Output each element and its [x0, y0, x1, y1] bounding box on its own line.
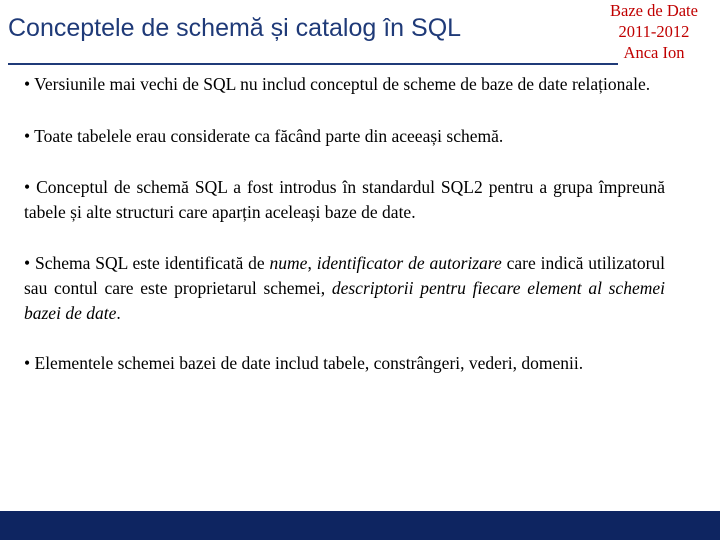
paragraph-text: care indică utilizatorul sau contul care este proprietarul schemei, — [24, 253, 666, 298]
course-year: 2011-2012 — [618, 22, 690, 41]
title-divider — [8, 63, 618, 65]
course-author: Anca Ion — [623, 43, 685, 62]
paragraph-emphasis: descriptorii pentru fiecare element al schemei bazei de date — [24, 278, 665, 323]
course-name: Baze de Date — [610, 1, 698, 20]
bullet-paragraph: • Toate tabelele erau considerate ca făcând parte din aceeași schemă. — [24, 126, 504, 146]
bullet-paragraph — [24, 251, 665, 326]
course-info — [594, 0, 714, 63]
paragraph-emphasis: nume — [269, 253, 308, 273]
bullet-paragraph: • Versiunile mai vechi de SQL nu includ conceptul de scheme de baze de date relaționale. — [24, 74, 651, 94]
paragraph-text: • Schema SQL este identificată de — [24, 253, 270, 273]
footer-bar — [0, 511, 720, 540]
slide-title: Conceptele de schemă și catalog în SQL — [8, 14, 462, 42]
bullet-paragraph: • Elementele schemei bazei de date includ tabele, constrângeri, vederi, domenii. — [24, 353, 584, 373]
paragraph-text: . — [116, 303, 121, 323]
slide-content — [24, 72, 665, 376]
paragraph-emphasis: identificator de autorizare — [316, 253, 502, 273]
paragraph-text: , — [307, 253, 317, 273]
bullet-paragraph: • Conceptul de schemă SQL a fost introdus în standardul SQL2 pentru a grupa împreună tabele și alte structuri care aparțin aceleași baze de date. — [24, 177, 665, 222]
